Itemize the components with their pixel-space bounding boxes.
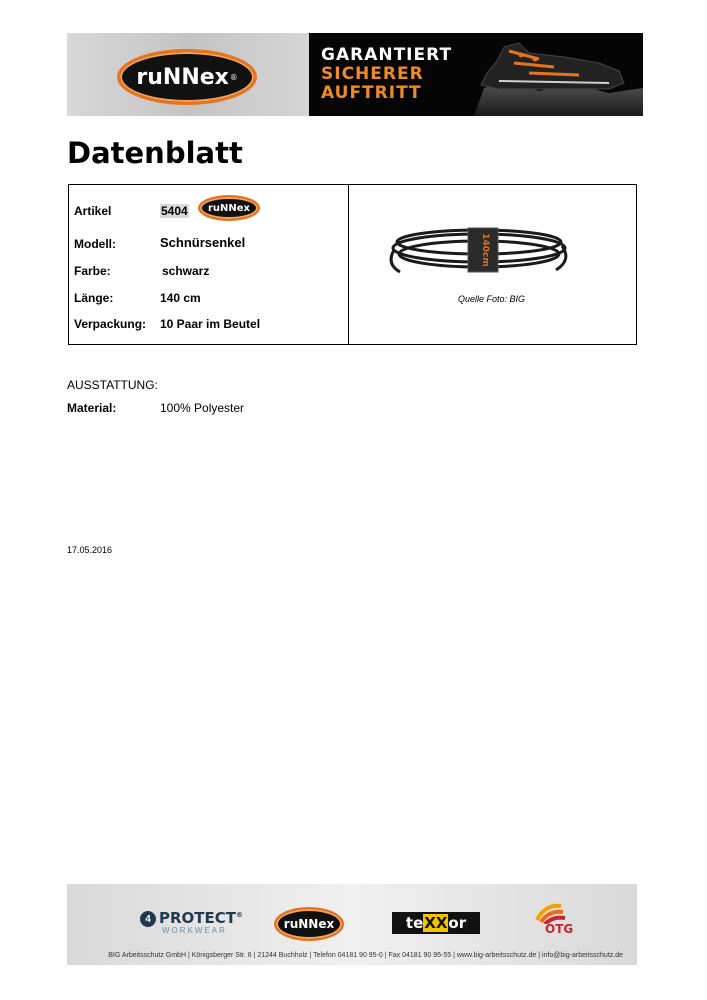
protect-subtitle: WORKWEAR [162,926,227,935]
otg-mark-icon [531,900,571,924]
slogan-line-1: GARANTIERT [321,45,453,65]
label-artikel: Artikel [74,204,112,218]
label-farbe: Farbe: [74,264,111,278]
photo-credit: Quelle Foto: BIG [458,294,526,304]
value-artikel: 5404 [161,204,188,218]
label-laenge: Länge: [74,291,114,305]
section-heading-ausstattung: AUSSTATTUNG: [67,378,158,392]
texxor-xx: XX [424,914,448,932]
label-material: Material: [67,401,117,415]
otg-logo [531,900,574,940]
protect-mark: ® [236,911,244,919]
value-verpackung: 10 Paar im Beutel [160,317,261,331]
protect-name-text: PROTECT [159,909,237,927]
shoelace-image [384,220,574,278]
label-modell: Modell: [74,237,116,251]
brand-text: ruNNex [283,917,335,931]
texxor-logo [392,912,480,934]
page-title: Datenblatt [67,136,243,170]
label-verpackung: Verpackung: [74,317,147,331]
value-modell: Schnürsenkel [160,235,246,250]
protect-name [159,909,243,927]
runnex-logo-footer [274,907,344,941]
protect-badge-icon: 4 [140,911,156,927]
package-label: 140cm [480,233,490,267]
brand-mark: ® [229,72,238,82]
value-laenge: 140 cm [160,291,201,305]
runnex-logo [117,49,257,105]
header-slogan-panel [309,33,643,116]
brand-text: ruNNex [207,202,251,214]
slogan-line-3: AUFTRITT [321,83,422,103]
document-date: 17.05.2016 [67,545,113,555]
footer-address: BIG Arbeitsschutz GmbH | Königsberger Str. 6 | 21244 Buchholz | Telefon 04181 90 95-0 | Fax 04181 90 95-55 | www.big-arbeitsschutz.de | info@big-arbeitsschutz.de [108,952,623,959]
slogan-line-2: SICHERER [321,64,424,84]
brand-text: ruNNex [136,64,229,90]
header-logo-panel [67,33,309,116]
header-banner [67,33,643,116]
value-farbe: schwarz [162,264,210,278]
runnex-logo-small [198,195,260,221]
texxor-post: or [448,914,467,932]
slogan [321,46,452,103]
texxor-pre: te [405,914,424,932]
otg-text: OTG [545,922,574,936]
value-material: 100% Polyester [160,401,245,415]
table-divider [348,184,349,345]
safety-shoe-image [469,33,643,116]
